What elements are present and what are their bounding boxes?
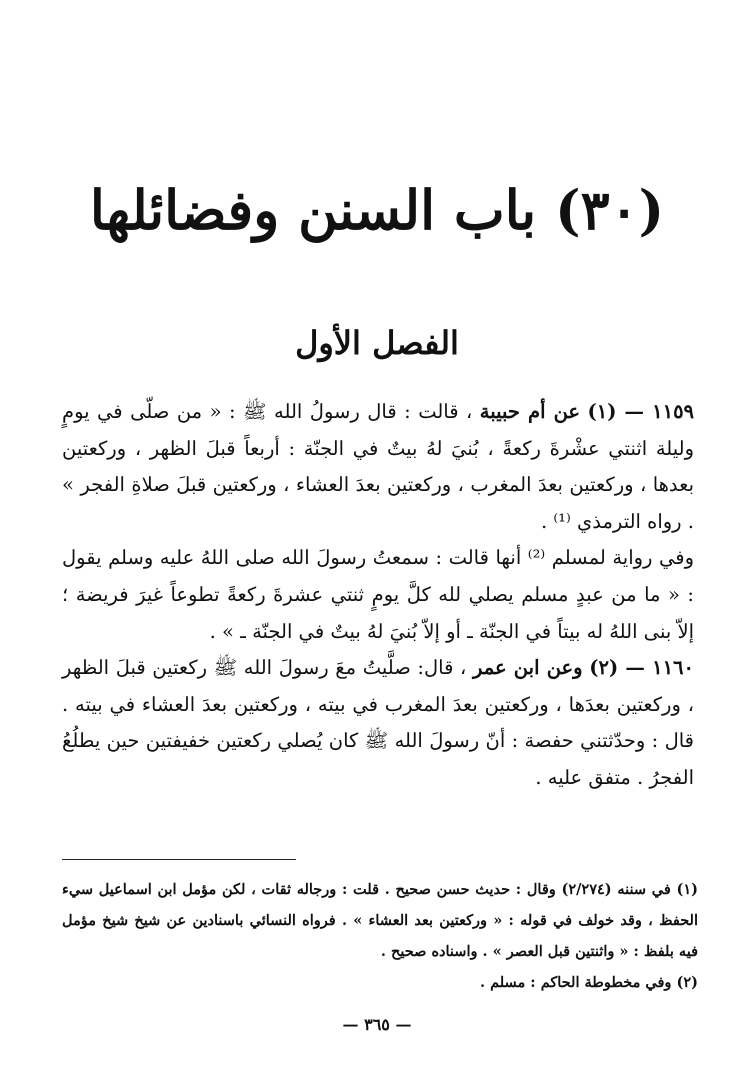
main-text (62, 394, 694, 797)
hadith-1159 (62, 394, 694, 540)
footnotes (62, 874, 698, 998)
page-number: — ٣٦٥ — (342, 1015, 412, 1034)
hadith-number: ١١٥٩ — (١) (587, 400, 695, 423)
hadith-1159-variant: وفي رواية لمسلم ⁽²⁾ أنها قالت : سمعتُ رسولَ الله صلى اللهُ عليه وسلم يقول : « ما من عبدٍ مسلم يصلي لله كلَّ يومٍ ثنتي عشرةَ ركعةً تطوعاً غيرَ فريضة ؛ إلاّ بنى اللهُ له بيتاً في الجنّة ـ أو إلاّ بُنيَ لهُ بيتٌ في الجنّة ـ » . (62, 546, 694, 643)
footnote-divider (62, 859, 296, 860)
section-title: الفصل الأول (295, 324, 459, 362)
hadith-narrator: عن أم حبيبة (479, 400, 581, 423)
footnote-2: (٢) وفي مخطوطة الحاكم : مسلم . (480, 974, 698, 991)
hadith-text: ، قال: صلَّيتُ معَ رسولَ الله ﷺ ركعتين قبلَ الظهر ، وركعتين بعدَها ، وركعتين بعدَ المغرب في بيته ، وركعتين بعدَ العشاء في بيته . قال : وحدّثتني حفصة : أنّ رسولَ الله ﷺ كان يُصلي ركعتين خفيفتين حين يطلُعُ الفجرُ . متفق عليه . (62, 656, 694, 789)
hadith-1160 (62, 650, 694, 796)
hadith-narrator: وعن ابن عمر (472, 656, 583, 680)
hadith-number: ١١٦٠ — (٢) (589, 656, 694, 680)
footnote-1: (١) في سننه (٢/٢٧٤) وقال : حديث حسن صحيح . قلت : ورجاله ثقات ، لكن مؤمل ابن اسماعيل سيء الحفظ ، وقد خولف في قوله : « وركعتين بعد العشاء » . فرواه النسائي باسنادين عن شيخ شيخ مؤمل فيه بلفظ : « واثنتين قبل العصر » . واسناده صحيح . (62, 881, 698, 960)
hadith-text: ، قالت : قال رسولُ الله ﷺ : « من صلّى في يومٍ وليلة اثنتي عشْرةَ ركعةً ، بُنيَ لهُ بيتٌ في الجنّة : أربعاً قبلَ الظهر ، وركعتين بعدها ، وركعتين بعدَ المغرب ، وركعتين بعدَ العشاء ، وركعتين قبلَ صلاةِ الفجر » . رواه الترمذي ⁽¹⁾ . (62, 400, 694, 533)
chapter-title: (٣٠) باب السنن وفضائلها (89, 178, 665, 242)
